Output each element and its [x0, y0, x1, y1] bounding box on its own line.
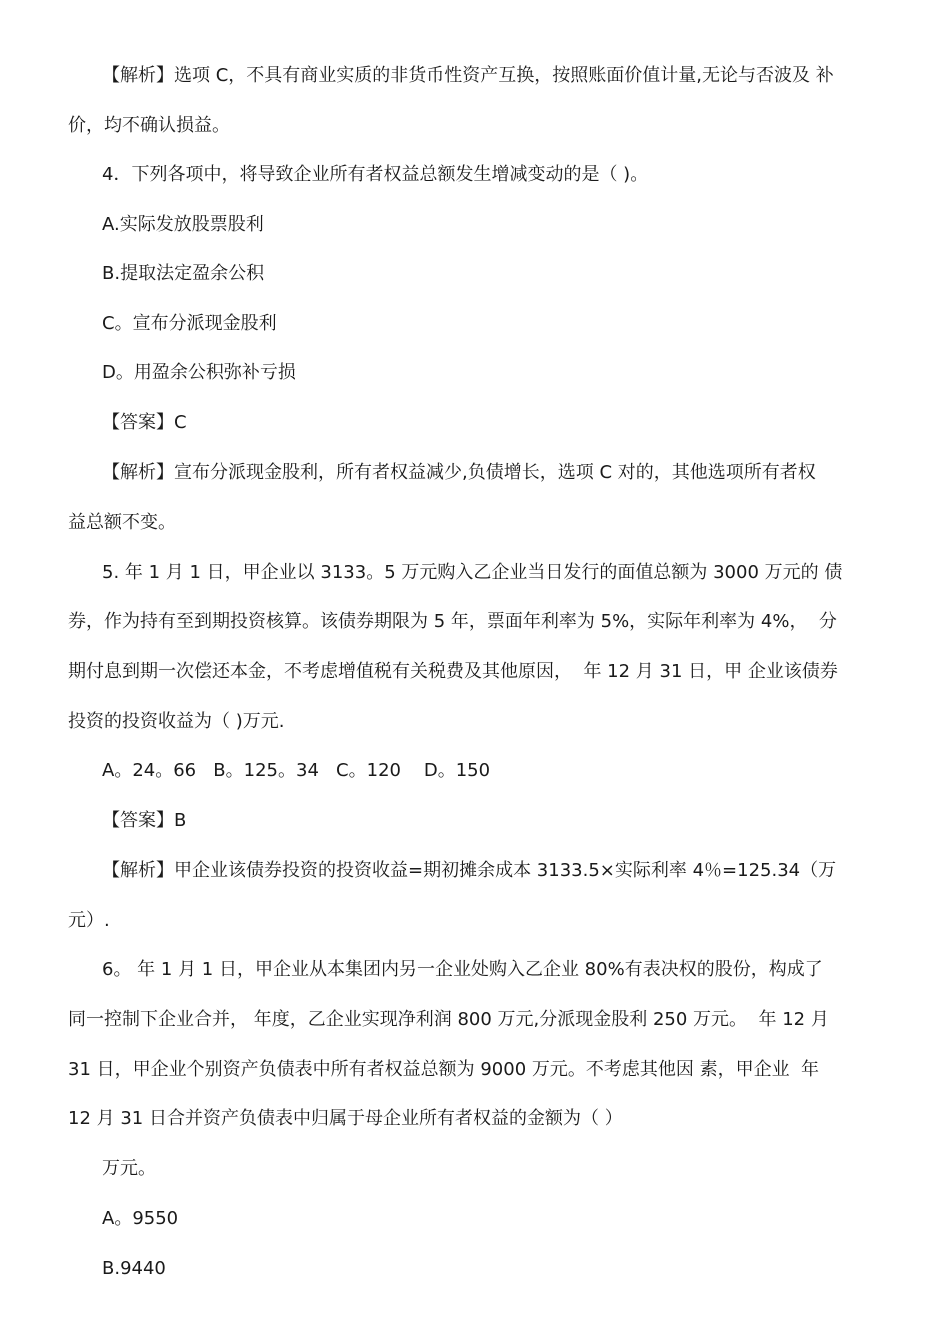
- options-5: A。24。66 B。125。34 C。120 D。150: [102, 760, 491, 781]
- text-line: 价，均不确认损益。: [68, 115, 230, 136]
- option-d: D。用盈余公积弥补亏损: [102, 362, 296, 383]
- text-line: 益总额不变。: [68, 512, 176, 533]
- text-line: 期付息到期一次偿还本金，不考虑增值税有关税费及其他原因， 年 12 月 31 日，甲 企业该债券: [68, 661, 838, 682]
- text-line: 投资的投资收益为（ )万元.: [68, 711, 285, 732]
- answer-4: 【答案】C: [102, 412, 187, 433]
- text-line: 万元。: [102, 1158, 156, 1179]
- text-line: 31 日，甲企业个别资产负债表中所有者权益总额为 9000 万元。不考虑其他因 素，甲企业 年: [68, 1059, 820, 1080]
- question-4: 4．下列各项中，将导致企业所有者权益总额发生增减变动的是（ )。: [102, 164, 649, 185]
- question-6: 6。 年 1 月 1 日，甲企业从本集团内另一企业处购入乙企业 80%有表决权的股份，构成了: [102, 959, 823, 980]
- text-line: 【解析】选项 C，不具有商业实质的非货币性资产互换，按照账面价值计量,无论与否波及 补: [102, 65, 834, 86]
- option-b: B.9440: [102, 1258, 166, 1279]
- option-a: A。9550: [102, 1208, 179, 1229]
- analysis-4: 【解析】宣布分派现金股利，所有者权益减少,负债增长，选项 C 对的，其他选项所有者权: [102, 462, 816, 483]
- text-line: 元）.: [68, 910, 110, 931]
- analysis-5: 【解析】甲企业该债券投资的投资收益=期初摊余成本 3133.5×实际利率 4％=125.34（万: [102, 860, 837, 881]
- option-b: B.提取法定盈余公积: [102, 263, 265, 284]
- answer-5: 【答案】B: [102, 810, 187, 831]
- text-line: 券，作为持有至到期投资核算。该债券期限为 5 年，票面年利率为 5%，实际年利率为 4%， 分: [68, 611, 837, 632]
- text-line: 12 月 31 日合并资产负债表中归属于母企业所有者权益的金额为（ ）: [68, 1108, 623, 1129]
- question-5: 5. 年 1 月 1 日，甲企业以 3133。5 万元购入乙企业当日发行的面值总额为 3000 万元的 债: [102, 562, 843, 583]
- option-a: A.实际发放股票股利: [102, 214, 264, 235]
- text-line: 同一控制下企业合并， 年度，乙企业实现净利润 800 万元,分派现金股利 250 万元。 年 12 月: [68, 1009, 829, 1030]
- option-c: C。宣布分派现金股利: [102, 313, 277, 334]
